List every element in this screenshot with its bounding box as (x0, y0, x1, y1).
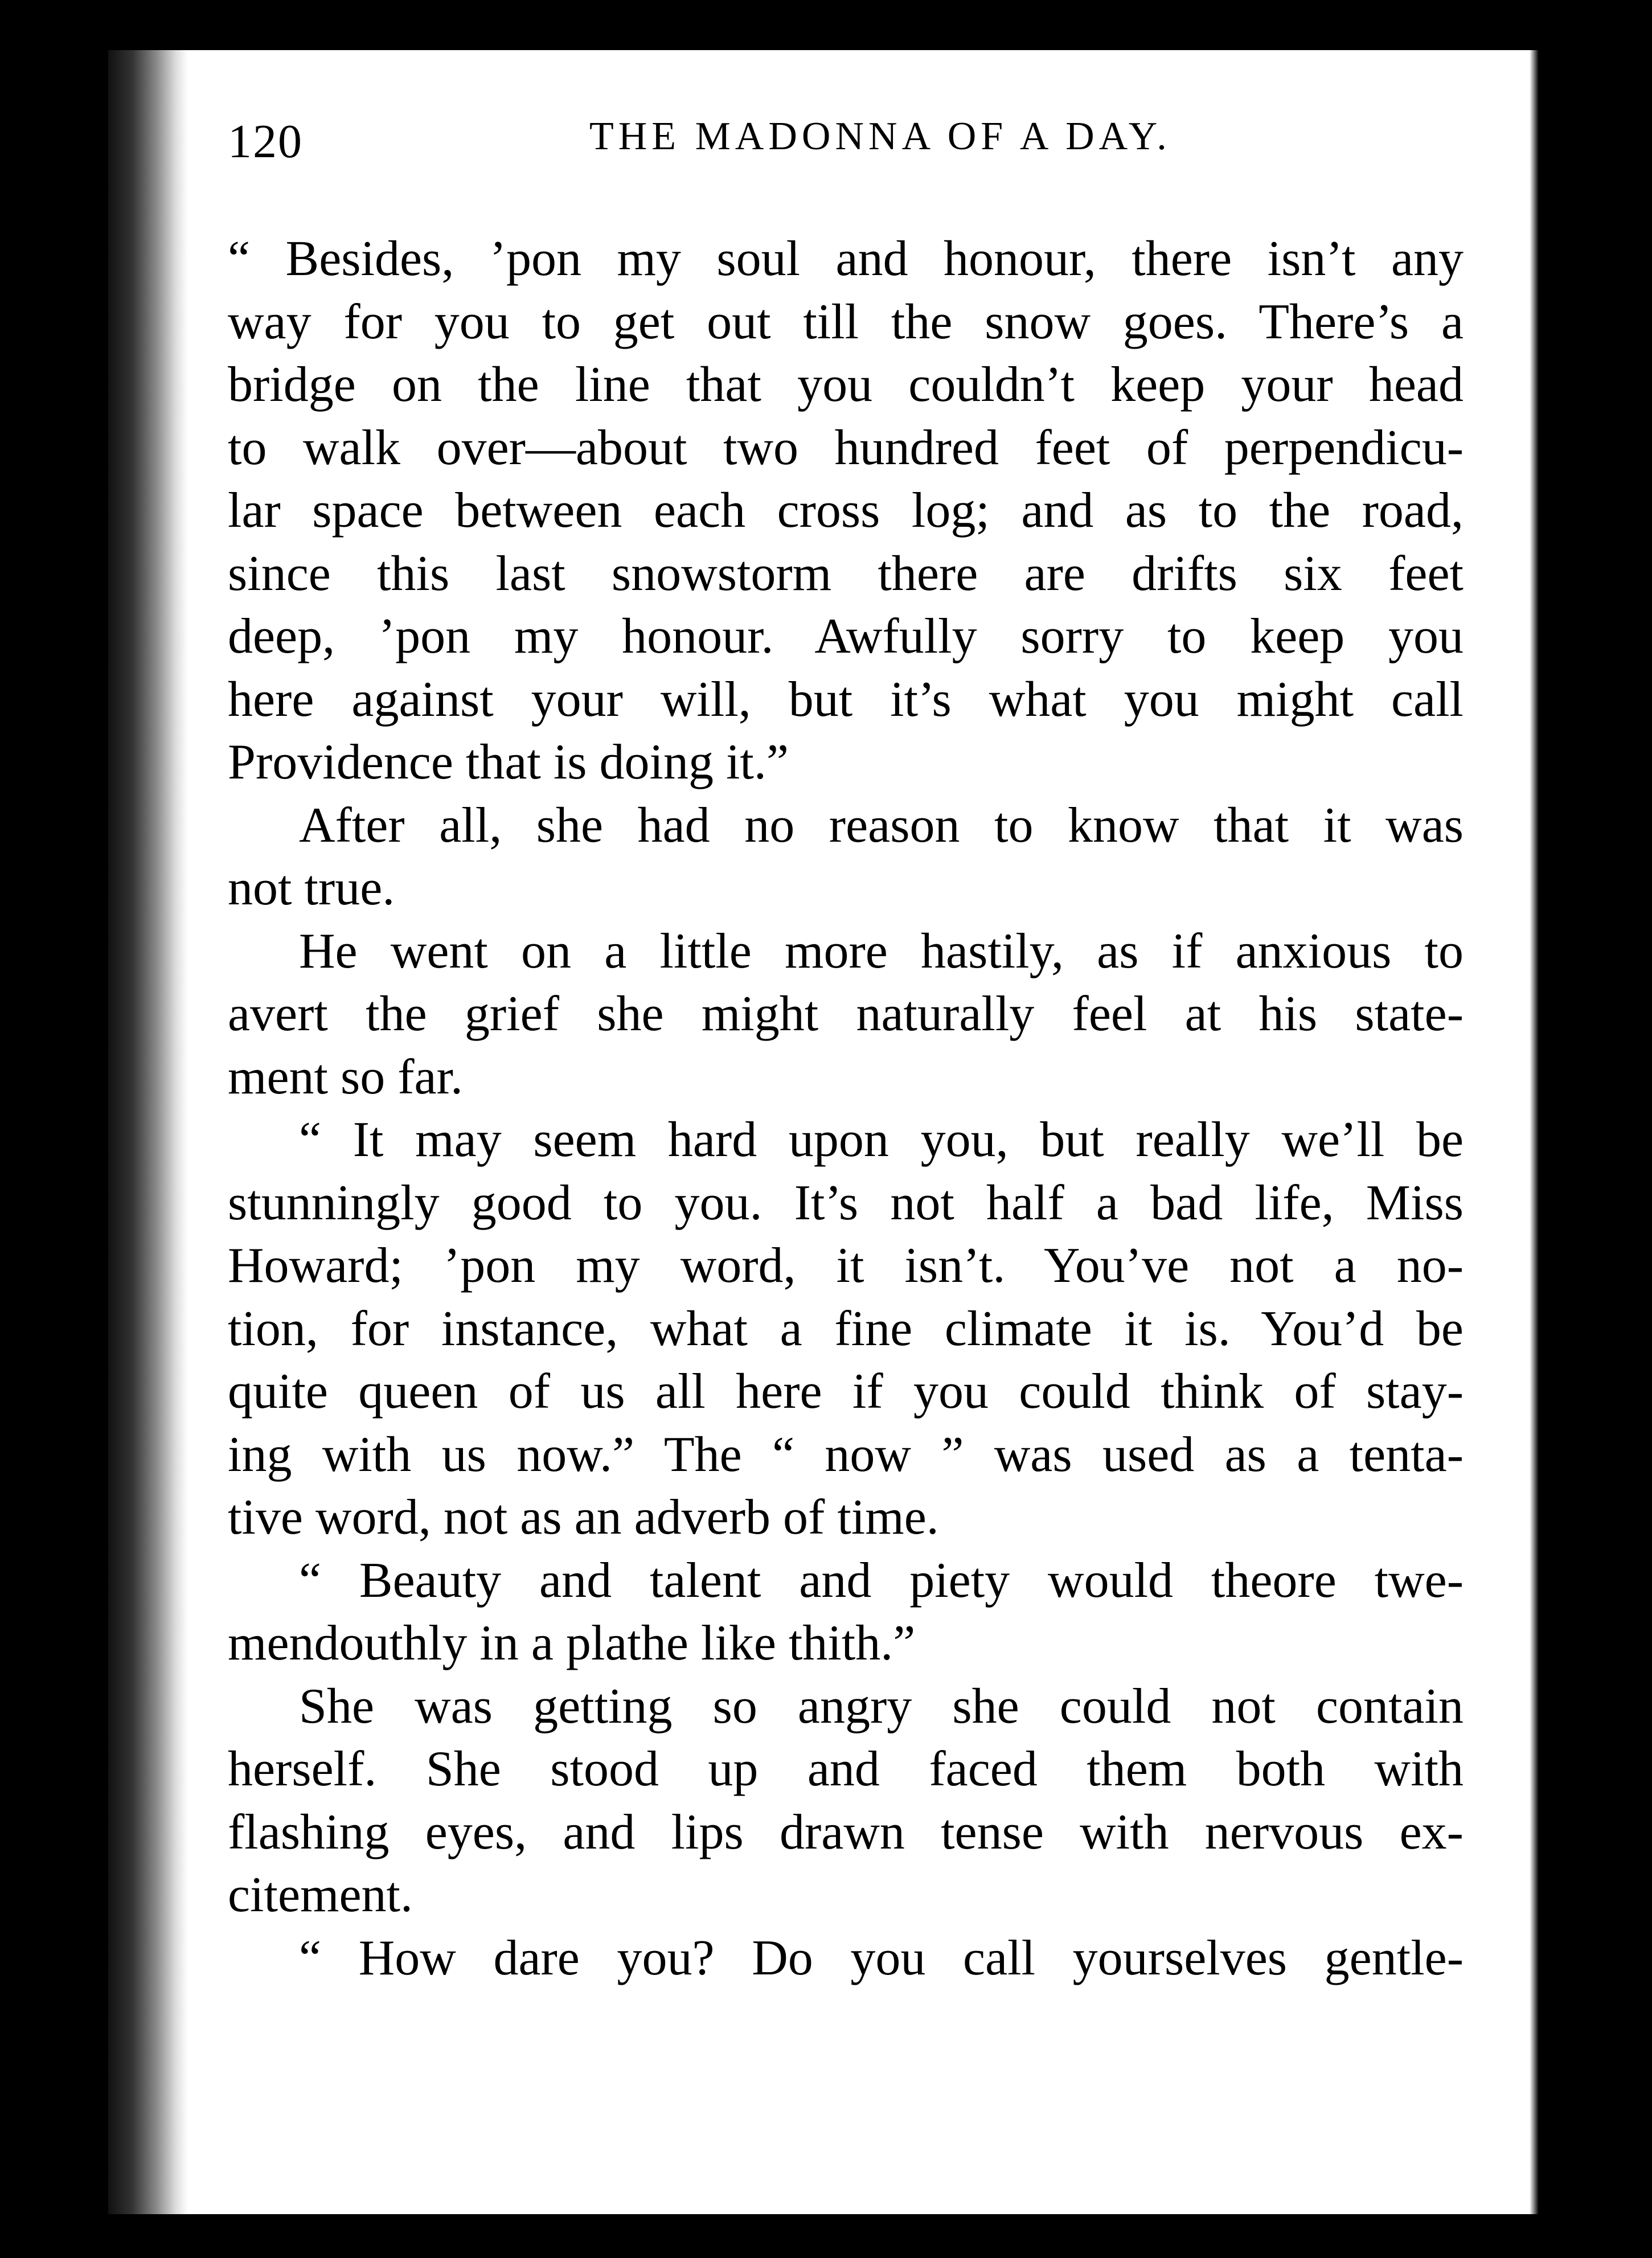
text-line: to walk over—about two hundred feet of perpendicu- (228, 420, 1464, 476)
text-line: avert the grief she might naturally feel at his state- (228, 986, 1464, 1042)
text-line: deep, ’pon my honour. Awfully sorry to keep you (228, 609, 1464, 664)
text-line: here against your will, but it’s what you might call (228, 671, 1464, 727)
text-line: flashing eyes, and lips drawn tense with nervous ex- (228, 1804, 1464, 1860)
page-header (228, 91, 1367, 168)
text-line: tion, for instance, what a fine climate it is. You’d be (228, 1301, 1464, 1357)
text-line: “ Besides, ’pon my soul and honour, there isn’t any (228, 231, 1464, 286)
text-line: mendouthly in a plathe like thith.” (228, 1616, 916, 1671)
text-line: Providence that is doing it.” (228, 735, 789, 790)
running-head: THE MADONNA OF A DAY. (589, 114, 1171, 158)
text-line: stunningly good to you. It’s not half a bad life, Miss (228, 1175, 1464, 1231)
text-line: Howard; ’pon my word, it isn’t. You’ve not a no- (228, 1238, 1464, 1293)
text-line: ing with us now.” The “ now ” was used as a tenta- (228, 1427, 1464, 1482)
text-line: lar space between each cross log; and as to the road, (228, 483, 1464, 538)
text-line: She was getting so angry she could not contain (299, 1678, 1464, 1734)
text-line: citement. (228, 1867, 413, 1923)
text-line: He went on a little more hastily, as if anxious to (299, 923, 1464, 979)
text-line: After all, she had no reason to know that it was (299, 797, 1464, 853)
body-text (228, 228, 1464, 1990)
text-line: quite queen of us all here if you could think of stay- (228, 1364, 1464, 1419)
page-gutter-shadow (108, 50, 188, 2214)
text-line: since this last snowstorm there are drifts six feet (228, 546, 1464, 601)
text-line: ment so far. (228, 1049, 464, 1105)
text-line: tive word, not as an adverb of time. (228, 1490, 939, 1545)
page-edge-border (1520, 50, 1566, 2214)
text-line: “ It may seem hard upon you, but really we’ll be (299, 1112, 1464, 1167)
page-number: 120 (228, 115, 303, 168)
text-line: way for you to get out till the snow goes. There’s a (228, 294, 1464, 350)
text-line: “ Beauty and talent and piety would theore twe- (299, 1552, 1464, 1608)
text-line: herself. She stood up and faced them both with (228, 1741, 1464, 1797)
text-line: “ How dare you? Do you call yourselves gentle- (299, 1930, 1464, 1986)
text-line: not true. (228, 860, 395, 916)
text-line: bridge on the line that you couldn’t keep your head (228, 357, 1464, 412)
